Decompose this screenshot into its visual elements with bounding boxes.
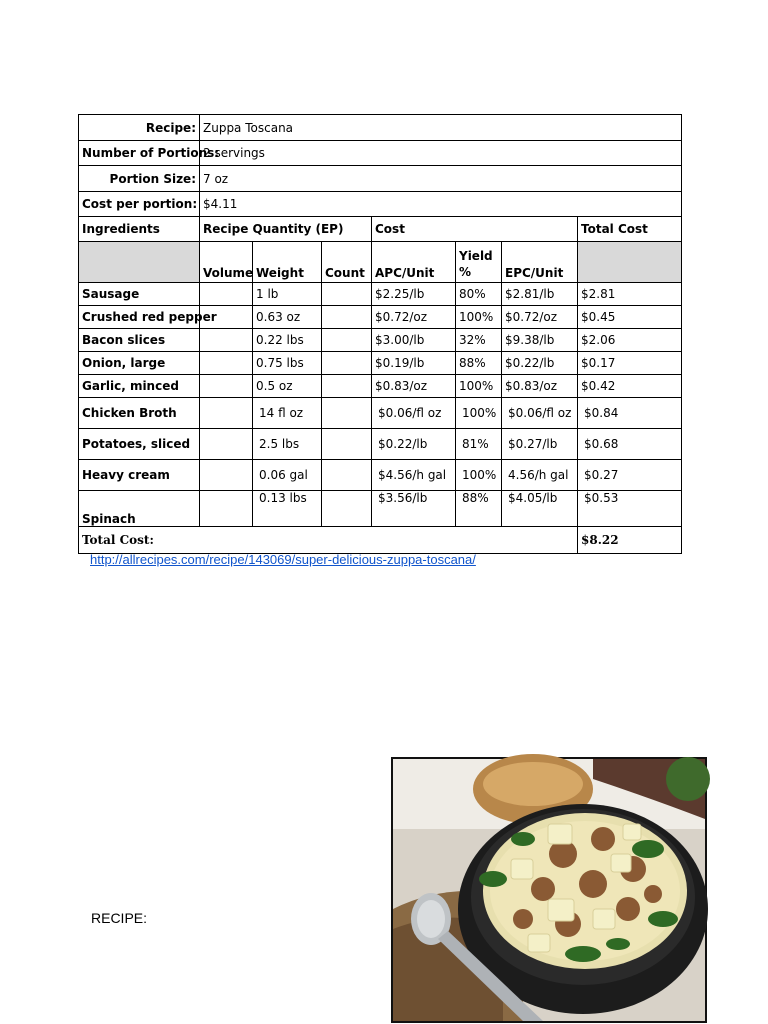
cell-total: $0.45 [578,306,682,329]
cell-ingredient: Garlic, minced [79,375,200,398]
cell-yield: 81% [456,429,502,460]
cell-count [322,491,372,527]
ingredient-row [79,398,682,429]
cell-count [322,306,372,329]
cell-count [322,283,372,306]
source-link[interactable]: http://allrecipes.com/recipe/143069/super-delicious-zuppa-toscana/ [90,552,476,567]
yield-header-line2: % [459,265,472,279]
cell-yield: 32% [456,329,502,352]
cell-volume [200,283,253,306]
recipe-quantity-header: Recipe Quantity (EP) [200,217,372,242]
cell-weight: 0.75 lbs [253,352,322,375]
group-header-row [79,217,682,242]
cell-volume [200,329,253,352]
ingredient-row [79,283,682,306]
portion-size-row [79,166,682,192]
cell-count [322,429,372,460]
cell-volume [200,398,253,429]
cost-per-portion-value: $4.11 [200,192,682,217]
ingredient-rows [79,283,682,527]
cell-volume [200,352,253,375]
apc-unit-header: APC/Unit [372,242,456,283]
cell-apc: $2.25/lb [372,283,456,306]
cell-total: $0.68 [578,429,682,460]
cell-epc: $9.38/lb [502,329,578,352]
cell-weight: 0.5 oz [253,375,322,398]
cell-apc: $0.19/lb [372,352,456,375]
recipe-name-value: Zuppa Toscana [200,115,682,141]
cell-volume [200,429,253,460]
cell-yield: 100% [456,398,502,429]
volume-header: Volume [200,242,253,283]
cell-ingredient: Sausage [79,283,200,306]
cell-apc: $0.06/fl oz [372,398,456,429]
portions-value: 2 servings [200,141,682,166]
cell-apc: $3.56/lb [372,491,456,527]
cell-volume [200,491,253,527]
ingredients-header: Ingredients [79,217,200,242]
cell-ingredient: Potatoes, sliced [79,429,200,460]
cell-ingredient: Bacon slices [79,329,200,352]
total-cost-value: $8.22 [578,527,682,554]
cell-volume [200,375,253,398]
recipe-name-label: Recipe: [79,115,200,141]
cell-count [322,398,372,429]
recipe-caption: RECIPE: [91,910,148,926]
cell-total: $0.53 [578,491,682,527]
cell-ingredient: Crushed red pepper [79,306,200,329]
ingredient-row [79,375,682,398]
cell-apc: $3.00/lb [372,329,456,352]
soup-photo [391,757,707,1023]
total-cost-row [79,527,682,554]
cell-count [322,460,372,491]
portion-size-label: Portion Size: [79,166,200,192]
count-header: Count [322,242,372,283]
ingredient-row [79,429,682,460]
cell-weight: 1 lb [253,283,322,306]
total-cost-header: Total Cost [578,217,682,242]
ingredient-row [79,352,682,375]
cell-apc: $0.72/oz [372,306,456,329]
cell-epc: $0.27/lb [502,429,578,460]
cell-weight: 0.22 lbs [253,329,322,352]
cell-epc: $0.22/lb [502,352,578,375]
subheader-row [79,242,682,283]
cell-weight: 0.63 oz [253,306,322,329]
cell-ingredient: Spinach [79,491,200,527]
soup-bowl-illustration [393,759,705,1021]
ingredient-row [79,491,682,527]
portions-row [79,141,682,166]
cell-count [322,352,372,375]
weight-header: Weight [253,242,322,283]
recipe-costing-table [78,114,682,554]
cell-epc: $2.81/lb [502,283,578,306]
cell-epc: $0.06/fl oz [502,398,578,429]
cell-epc: $0.72/oz [502,306,578,329]
cell-yield: 88% [456,352,502,375]
ingredient-row [79,306,682,329]
cell-epc: $0.83/oz [502,375,578,398]
cell-weight: 0.13 lbs [253,491,322,527]
cell-ingredient: Heavy cream [79,460,200,491]
cell-total: $0.27 [578,460,682,491]
cell-ingredient: Chicken Broth [79,398,200,429]
cell-total: $0.84 [578,398,682,429]
subheader-blank [79,242,200,283]
portions-label: Number of Portions: [79,141,200,166]
cell-total: $0.17 [578,352,682,375]
cell-yield: 100% [456,375,502,398]
cell-ingredient: Onion, large [79,352,200,375]
recipe-name-row [79,115,682,141]
cell-yield: 88% [456,491,502,527]
epc-unit-header: EPC/Unit [502,242,578,283]
cell-apc: $0.83/oz [372,375,456,398]
cell-apc: $4.56/h gal [372,460,456,491]
subheader-blank-total [578,242,682,283]
cost-header: Cost [372,217,578,242]
cell-weight: 2.5 lbs [253,429,322,460]
total-cost-label: Total Cost: [79,527,578,554]
cell-weight: 14 fl oz [253,398,322,429]
cell-count [322,329,372,352]
cell-count [322,375,372,398]
yield-header [456,242,502,283]
cell-total: $2.81 [578,283,682,306]
ingredient-row [79,460,682,491]
cost-per-portion-row [79,192,682,217]
cell-yield: 100% [456,306,502,329]
yield-header-line1: Yield [459,249,493,263]
cell-apc: $0.22/lb [372,429,456,460]
cell-yield: 80% [456,283,502,306]
cell-yield: 100% [456,460,502,491]
portion-size-value: 7 oz [200,166,682,192]
cell-total: $2.06 [578,329,682,352]
cell-weight: 0.06 gal [253,460,322,491]
cell-epc: $4.05/lb [502,491,578,527]
cell-total: $0.42 [578,375,682,398]
cell-volume [200,460,253,491]
cell-epc: 4.56/h gal [502,460,578,491]
cost-per-portion-label: Cost per portion: [79,192,200,217]
ingredient-row [79,329,682,352]
